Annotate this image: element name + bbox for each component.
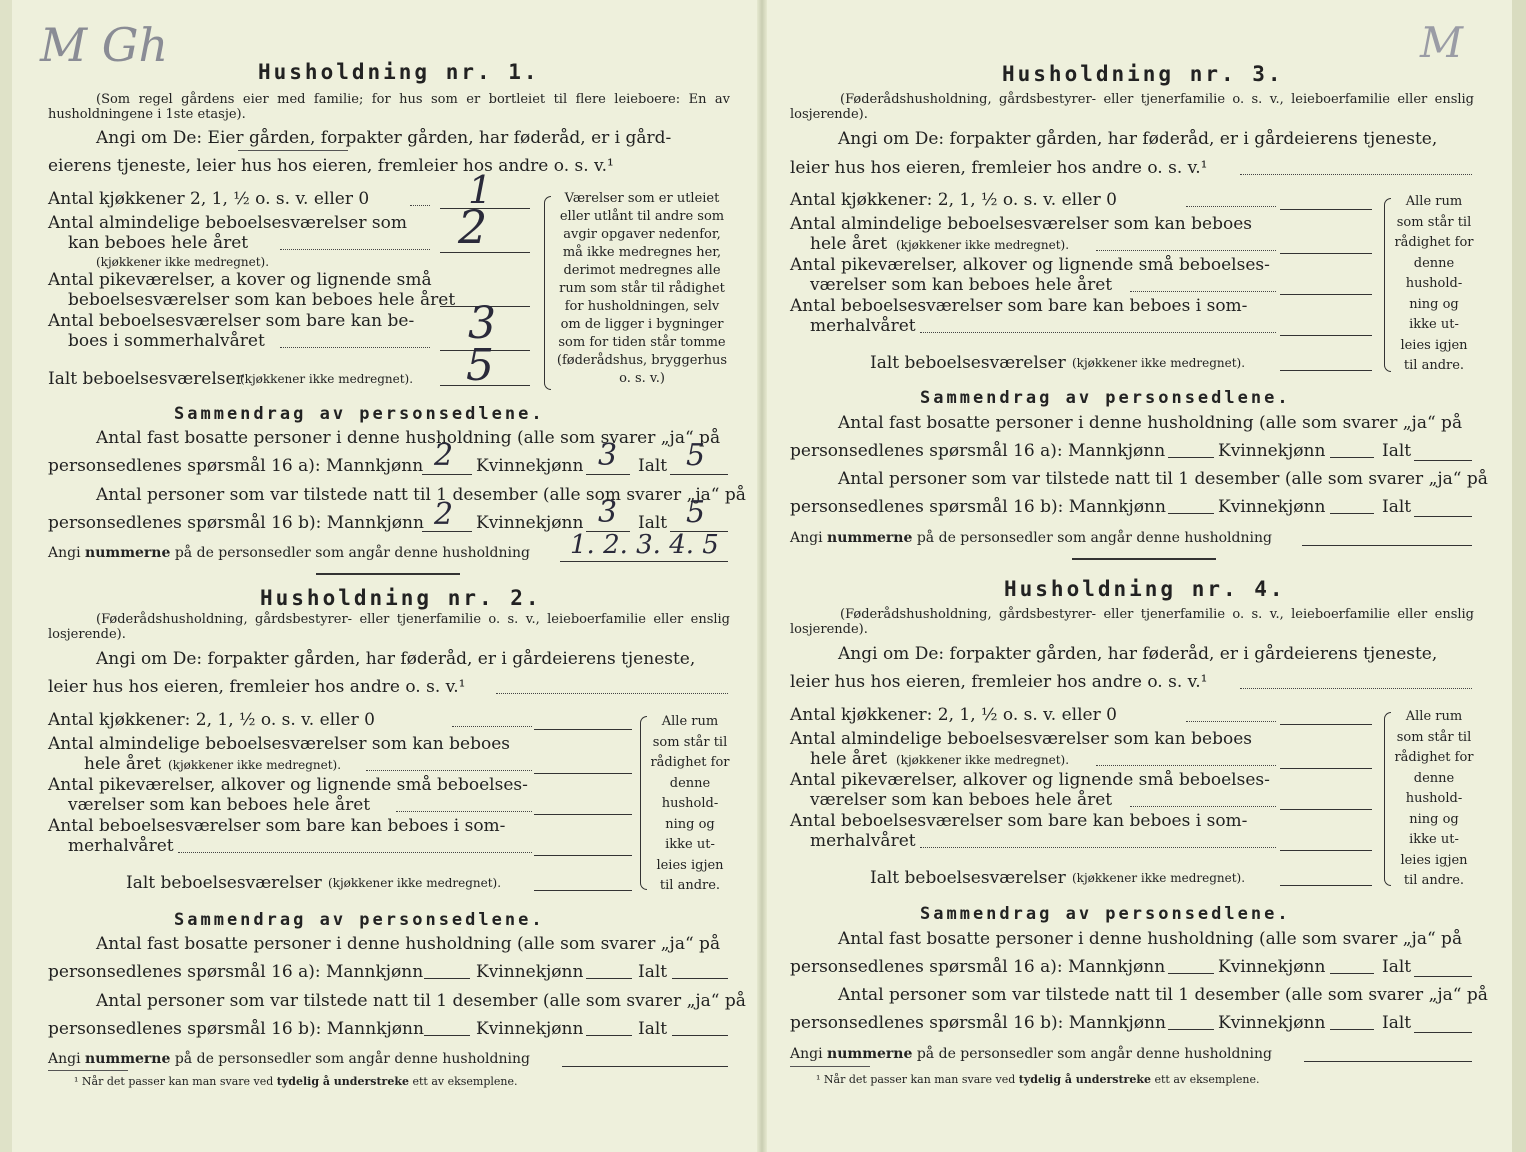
footnote-right [816, 1073, 1260, 1086]
household-4-title: Husholdning nr. 4. [1004, 577, 1286, 601]
angi-bold: nummerne [827, 1046, 913, 1062]
household-4-pike-line [1280, 809, 1372, 810]
corner-handwriting-right: M [1420, 18, 1464, 67]
household-2-side-note: Alle rum som står til rådighet for denne hushold-ning og ikke ut-leies igjen til andre. [650, 714, 730, 893]
household-4-k2-line [1330, 1029, 1374, 1030]
household-2-alm-dots [366, 770, 532, 771]
household-2-somm-line [534, 855, 632, 856]
household-4-alm3: (kjøkkener ikke medregnet). [896, 753, 1070, 767]
household-1-kjokken-value: 1 [468, 168, 493, 212]
household-1-m2-value: 2 [434, 497, 454, 532]
household-1-somm2: boes i sommerhalvåret [68, 331, 265, 351]
household-3-side-note: Alle rum som står til rådighet for denne hushold-ning og ikke ut-leies igjen til andre. [1394, 194, 1474, 373]
footnote-rule-left [48, 1070, 128, 1071]
household-4-pike2: værelser som kan beboes hele året [810, 790, 1113, 810]
household-3-i1-line [1414, 460, 1472, 461]
household-3-alm-line [1280, 253, 1372, 254]
household-3-angi-line1: Angi om De: forpakter gården, har føderåd, er i gårdeierens tjeneste, [838, 129, 1438, 149]
household-3-kjokken: Antal kjøkkener: 2, 1, ½ o. s. v. eller 0 [790, 190, 1117, 210]
household-4-alm-line [1280, 768, 1372, 769]
household-1-s2a: Antal personer som var tilstede natt til 1 desember (alle som svarer „ja“ på [96, 485, 746, 505]
household-1-m1-line [422, 474, 472, 475]
household-1-k1-line [586, 474, 630, 475]
household-1-alm2: kan beboes hele året [68, 233, 249, 253]
household-3-alm3: (kjøkkener ikke medregnet). [896, 238, 1070, 252]
household-3-ialt-note: (kjøkkener ikke medregnet). [1072, 356, 1246, 370]
household-4-s2b: personsedlenes spørsmål 16 b): Mannkjønn [790, 1013, 1166, 1033]
household-2-m2-line [424, 1035, 470, 1036]
paper-edge-right [1512, 0, 1526, 1152]
angi-post: på de personsedler som angår denne husholdning [916, 1046, 1272, 1062]
household-1-kjokken: Antal kjøkkener 2, 1, ½ o. s. v. eller 0 [48, 189, 370, 209]
household-2-k1-label: Kvinnekjønn [476, 962, 584, 982]
household-3-angi-nummer [790, 530, 1272, 546]
household-4-somm2: merhalvåret [810, 831, 916, 851]
household-1-ialt-value: 5 [466, 340, 494, 391]
household-3-i2-line [1414, 516, 1472, 517]
footnote-post: ett av eksemplene. [412, 1075, 518, 1088]
household-3-ialt-line [1280, 370, 1372, 371]
household-3-summary-title: Sammendrag av personsedlene. [920, 388, 1291, 408]
household-2-angi-line1: Angi om De: forpakter gården, har føderåd, er i gårdeierens tjeneste, [96, 649, 696, 669]
household-3-m2-line [1168, 513, 1214, 514]
household-2-k2-label: Kvinnekjønn [476, 1019, 584, 1039]
household-1-angi-line2: eierens tjeneste, leier hus hos eieren, fremleier hos andre o. s. v.¹ [48, 156, 614, 176]
household-4-alm1: Antal almindelige beboelsesværelser som kan beboes [790, 729, 1252, 749]
household-3-k2-line [1330, 513, 1374, 514]
household-1-k1-value: 3 [598, 438, 618, 473]
household-4-k1-line [1330, 973, 1374, 974]
household-3-i1-label: Ialt [1382, 441, 1412, 461]
household-1-s2b: personsedlenes spørsmål 16 b): Mannkjønn [48, 513, 424, 533]
household-3-angi-dots [1240, 174, 1472, 175]
household-1-numbers-value: 1. 2. 3. 4. 5 [570, 530, 719, 560]
household-2-pike2: værelser som kan beboes hele året [68, 795, 371, 815]
household-4-kjokken-dots [1186, 721, 1276, 722]
angi-bold: nummerne [827, 530, 913, 546]
household-4-ialt-note: (kjøkkener ikke medregnet). [1072, 871, 1246, 885]
household-4-angi-line1: Angi om De: forpakter gården, har føderåd, er i gårdeierens tjeneste, [838, 644, 1438, 664]
angi-post: på de personsedler som angår denne husholdning [174, 545, 530, 561]
household-3-k1-label: Kvinnekjønn [1218, 441, 1326, 461]
household-2-i2-label: Ialt [638, 1019, 668, 1039]
household-2-i2-line [672, 1035, 728, 1036]
household-2-alm3: (kjøkkener ikke medregnet). [168, 758, 342, 772]
household-2-k1-line [586, 978, 632, 979]
household-4-ialt-label: Ialt beboelsesværelser [870, 868, 1066, 888]
footnote-post: ett av eksemplene. [1154, 1073, 1260, 1086]
household-1-k1-label: Kvinnekjønn [476, 456, 584, 476]
household-4-s1b: personsedlenes spørsmål 16 a): Mannkjønn [790, 957, 1166, 977]
household-3-note: (Føderådshusholdning, gårdsbestyrer- eller tjenerfamilie o. s. v., leieboerfamilie eller enslig losjerende). [790, 92, 1474, 122]
household-3-somm2: merhalvåret [810, 316, 916, 336]
household-2-somm1: Antal beboelsesværelser som bare kan beboes i som- [48, 816, 506, 836]
household-4-m1-line [1168, 973, 1214, 974]
household-2-brace [640, 716, 647, 890]
household-4-alm2: hele året [810, 749, 888, 769]
household-4-k1-label: Kvinnekjønn [1218, 957, 1326, 977]
angi-pre: Angi [790, 530, 823, 546]
household-3-k2-label: Kvinnekjønn [1218, 497, 1326, 517]
page-fold [757, 0, 767, 1152]
household-3-pike1: Antal pikeværelser, alkover og lignende små beboelses- [790, 255, 1270, 275]
household-2-ialt-note: (kjøkkener ikke medregnet). [328, 876, 502, 890]
household-1-alm3: (kjøkkener ikke medregnet). [96, 255, 270, 269]
household-1-i1-value: 5 [686, 438, 706, 473]
household-1-pike2: beboelsesværelser som kan beboes hele året [68, 290, 456, 310]
angi-post: på de personsedler som angår denne husholdning [916, 530, 1272, 546]
household-1-brace [544, 196, 551, 390]
household-1-alm-dots [280, 249, 430, 250]
household-2-title: Husholdning nr. 2. [260, 586, 542, 610]
angi-bold: nummerne [85, 1051, 171, 1067]
divider-left-1 [316, 573, 460, 575]
household-3-alm-dots [1096, 250, 1276, 251]
household-2-s1a: Antal fast bosatte personer i denne husholdning (alle som svarer „ja“ på [96, 934, 721, 954]
household-2-somm2: merhalvåret [68, 836, 174, 856]
household-1-i1-line [670, 474, 728, 475]
household-2-numbers-line [562, 1066, 728, 1067]
footnote-bold: tydelig å understreke [1018, 1073, 1151, 1086]
household-4-note: (Føderådshusholdning, gårdsbestyrer- eller tjenerfamilie o. s. v., leieboerfamilie eller enslig losjerende). [790, 607, 1474, 637]
household-1-summary-title: Sammendrag av personsedlene. [174, 404, 545, 424]
household-4-angi-line2: leier hus hos eieren, fremleier hos andre o. s. v.¹ [790, 672, 1208, 692]
household-1-s1a: Antal fast bosatte personer i denne husholdning (alle som svarer „ja“ på [96, 428, 721, 448]
household-4-i2-label: Ialt [1382, 1013, 1412, 1033]
household-3-s1a: Antal fast bosatte personer i denne husholdning (alle som svarer „ja“ på [838, 413, 1463, 433]
household-4-pike1: Antal pikeværelser, alkover og lignende små beboelses- [790, 770, 1270, 790]
household-1-title: Husholdning nr. 1. [258, 60, 540, 84]
angi-pre: Angi [48, 545, 81, 561]
household-3-alm2: hele året [810, 234, 888, 254]
household-4-pike-dots [1130, 806, 1276, 807]
household-3-somm1: Antal beboelsesværelser som bare kan beboes i som- [790, 296, 1248, 316]
household-3-alm1: Antal almindelige beboelsesværelser som kan beboes [790, 214, 1252, 234]
household-3-title: Husholdning nr. 3. [1002, 62, 1284, 86]
angi-pre: Angi [48, 1051, 81, 1067]
household-2-pike-line [534, 814, 632, 815]
household-1-angi-nummer [48, 545, 530, 561]
household-1-i2-label: Ialt [638, 513, 668, 533]
household-3-s2a: Antal personer som var tilstede natt til 1 desember (alle som svarer „ja“ på [838, 469, 1488, 489]
household-1-angi-line1: Angi om De: Eier gården, forpakter gården, har føderåd, er i gård- [96, 128, 672, 148]
household-3-brace [1384, 198, 1391, 372]
household-1-alm1: Antal almindelige beboelsesværelser som [48, 213, 407, 233]
household-2-kjokken-dots [452, 726, 532, 727]
household-1-note: (Som regel gårdens eier med familie; for hus som er bortleiet til flere leieboere: En av husholdningene i 1ste etasje). [48, 92, 730, 122]
household-4-i2-line [1414, 1032, 1472, 1033]
household-2-i1-line [672, 978, 728, 979]
household-3-pike2: værelser som kan beboes hele året [810, 275, 1113, 295]
divider-right-1 [1072, 558, 1216, 560]
footnote-bold: tydelig å understreke [276, 1075, 409, 1088]
household-2-alm1: Antal almindelige beboelsesværelser som kan beboes [48, 734, 510, 754]
household-4-angi-nummer [790, 1046, 1272, 1062]
household-1-ialt-label: Ialt beboelsesværelser [48, 369, 244, 389]
household-4-s1a: Antal fast bosatte personer i denne husholdning (alle som svarer „ja“ på [838, 929, 1463, 949]
household-1-i2-value: 5 [686, 495, 706, 530]
eier-underline [238, 150, 348, 151]
household-1-k2-value: 3 [598, 495, 618, 530]
household-2-alm-line [534, 773, 632, 774]
household-2-s1b: personsedlenes spørsmål 16 a): Mannkjønn [48, 962, 424, 982]
household-4-s2a: Antal personer som var tilstede natt til 1 desember (alle som svarer „ja“ på [838, 985, 1488, 1005]
household-2-kjokken: Antal kjøkkener: 2, 1, ½ o. s. v. eller 0 [48, 710, 375, 730]
household-2-m1-line [424, 978, 470, 979]
household-4-numbers-line [1304, 1061, 1472, 1062]
household-1-somm-value: 3 [468, 298, 496, 349]
household-1-somm1: Antal beboelsesværelser som bare kan be- [48, 311, 415, 331]
household-3-s2b: personsedlenes spørsmål 16 b): Mannkjønn [790, 497, 1166, 517]
household-4-i1-label: Ialt [1382, 957, 1412, 977]
angi-bold: nummerne [85, 545, 171, 561]
household-1-m1-value: 2 [434, 438, 454, 473]
household-3-k1-line [1330, 457, 1374, 458]
household-3-somm-line [1280, 335, 1372, 336]
household-1-ialt-note: (kjøkkener ikke medregnet). [240, 372, 414, 386]
footnote-rule-right [790, 1066, 870, 1067]
household-2-angi-nummer [48, 1051, 530, 1067]
household-4-alm-dots [1096, 765, 1276, 766]
footnote-left [74, 1075, 518, 1088]
household-4-kjokken-line [1280, 724, 1372, 725]
household-3-pike-dots [1130, 291, 1276, 292]
household-3-i2-label: Ialt [1382, 497, 1412, 517]
household-3-s1b: personsedlenes spørsmål 16 a): Mannkjønn [790, 441, 1166, 461]
household-3-kjokken-dots [1186, 206, 1276, 207]
household-2-kjokken-line [534, 729, 632, 730]
household-1-i1-label: Ialt [638, 456, 668, 476]
household-4-i1-line [1414, 976, 1472, 977]
household-4-kjokken: Antal kjøkkener: 2, 1, ½ o. s. v. eller 0 [790, 705, 1117, 725]
household-3-somm-dots [920, 332, 1276, 333]
footnote-pre: ¹ Når det passer kan man svare ved [74, 1075, 274, 1088]
household-3-ialt-label: Ialt beboelsesværelser [870, 353, 1066, 373]
household-4-side-note: Alle rum som står til rådighet for denne hushold-ning og ikke ut-leies igjen til andre. [1394, 709, 1474, 888]
household-4-ialt-line [1280, 885, 1372, 886]
household-2-ialt-line [534, 890, 632, 891]
household-4-somm-dots [920, 847, 1276, 848]
household-2-s2b: personsedlenes spørsmål 16 b): Mannkjønn [48, 1019, 424, 1039]
household-2-i1-label: Ialt [638, 962, 668, 982]
household-1-somm-dots [280, 347, 430, 348]
household-4-m2-line [1168, 1029, 1214, 1030]
household-2-pike-dots [396, 811, 532, 812]
household-3-pike-line [1280, 294, 1372, 295]
household-2-angi-dots [496, 693, 728, 694]
household-3-m1-line [1168, 457, 1214, 458]
angi-post: på de personsedler som angår denne husholdning [174, 1051, 530, 1067]
household-4-angi-dots [1240, 688, 1472, 689]
household-2-angi-line2: leier hus hos eieren, fremleier hos andre o. s. v.¹ [48, 677, 466, 697]
household-4-brace [1384, 712, 1391, 886]
corner-handwriting-left: M Gh [40, 18, 169, 72]
household-4-somm1: Antal beboelsesværelser som bare kan beboes i som- [790, 811, 1248, 831]
household-2-summary-title: Sammendrag av personsedlene. [174, 910, 545, 930]
paper-edge-left [0, 0, 12, 1152]
household-2-s2a: Antal personer som var tilstede natt til 1 desember (alle som svarer „ja“ på [96, 991, 746, 1011]
household-1-k2-label: Kvinnekjønn [476, 513, 584, 533]
household-2-k2-line [586, 1035, 632, 1036]
household-1-kjokken-dots [410, 205, 430, 206]
household-2-ialt-label: Ialt beboelsesværelser [126, 873, 322, 893]
household-4-somm-line [1280, 850, 1372, 851]
household-2-somm-dots [178, 852, 532, 853]
household-1-s1b: personsedlenes spørsmål 16 a): Mannkjønn [48, 456, 424, 476]
household-3-numbers-line [1302, 545, 1472, 546]
household-1-pike1: Antal pikeværelser, a kover og lignende små [48, 270, 432, 290]
household-4-k2-label: Kvinnekjønn [1218, 1013, 1326, 1033]
footnote-pre: ¹ Når det passer kan man svare ved [816, 1073, 1016, 1086]
household-1-alm-value: 2 [458, 200, 488, 254]
household-1-numbers-line [560, 561, 728, 562]
household-2-pike1: Antal pikeværelser, alkover og lignende små beboelses- [48, 775, 528, 795]
angi-pre: Angi [790, 1046, 823, 1062]
household-1-side-note: Værelser som er utleiet eller utlånt til andre som avgir opgaver nedenfor, må ikke medregnes her, derimot medregnes alle rum som står til rådighet for husholdningen, selv om de ligger i bygninger som for tiden står tomme (føderådshus, bryggerhus o. s. v.) [556, 191, 728, 386]
household-4-summary-title: Sammendrag av personsedlene. [920, 904, 1291, 924]
household-3-kjokken-line [1280, 209, 1372, 210]
household-2-note: (Føderådshusholdning, gårdsbestyrer- eller tjenerfamilie o. s. v., leieboerfamilie eller enslig losjerende). [48, 612, 730, 642]
household-2-alm2: hele året [84, 754, 162, 774]
household-3-angi-line2: leier hus hos eieren, fremleier hos andre o. s. v.¹ [790, 158, 1208, 178]
